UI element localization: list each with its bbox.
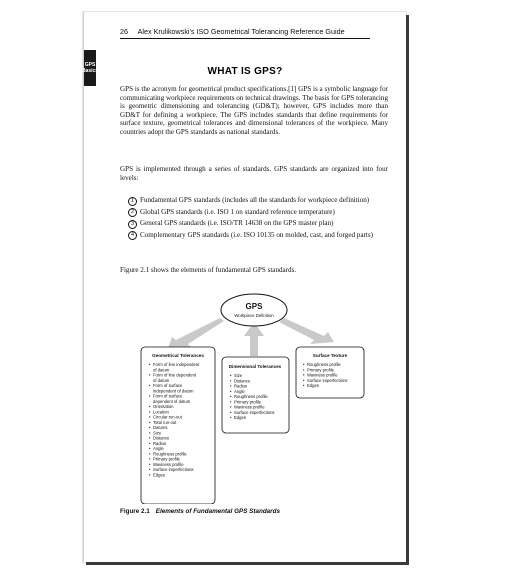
bullet-icon: • [149,456,151,462]
paragraph-levels: GPS is implemented through a series of standards. GPS standards are organized into four levels: [120,165,388,182]
bullet-icon: • [230,383,232,389]
bullet-icon: • [149,430,151,436]
bullet-icon: • [230,409,232,415]
bullet-icon: • [230,415,232,420]
geometrical-item: Location [153,409,169,415]
geometrical-item: Form of surface [153,393,183,399]
geometrical-item: Form of line dependent [153,372,197,378]
arrow-to-dimensional [244,322,264,356]
dimensional-item: Edges [234,415,246,420]
level-number: 1 [128,197,137,206]
level-text: Complementary GPS standards (i.e. ISO 10135 on molded, cast, and forged parts) [140,230,373,239]
bullet-icon: • [149,461,151,467]
side-tab [81,50,99,86]
level-number: 4 [128,231,137,240]
geometrical-item: Radius [153,440,167,446]
gps-subtitle: Workpiece Definition [234,313,274,318]
bullet-icon: • [149,414,151,420]
running-title: Alex Krulikowski's ISO Geometrical Tolerancing Reference Guide [137,27,345,36]
geometrical-item: of datum [153,377,170,383]
bullet-icon: • [149,372,151,378]
bullet-icon: • [149,419,151,425]
bullet-icon: • [149,383,151,388]
geometrical-item: Form of surface [153,383,183,388]
bullet-icon: • [230,373,232,378]
level-text: General GPS standards (i.e. ISO/TR 14638 on the GPS master plan) [140,219,334,227]
dimensional-item: Distance [234,378,251,384]
levels-list [128,196,388,242]
page-number: 26 [120,27,128,36]
bullet-icon: • [230,378,232,384]
bullet-icon: • [149,467,151,472]
surface-item: Edges [307,383,319,388]
book-page [83,12,406,562]
gps-diagram [124,292,374,504]
side-tab-line1: GPS [84,62,96,68]
geometrical-item: of datum [153,367,170,373]
bullet-icon: • [303,377,305,383]
geometrical-item: dependent of datum [153,398,191,404]
bullet-icon: • [303,372,305,378]
bullet-icon: • [149,393,151,399]
bullet-icon: • [149,446,151,451]
caption-text: Elements of Fundamental GPS Standards [155,508,280,515]
surface-title: Surface Texture [312,353,348,358]
geometrical-item: Datums [153,425,168,430]
surface-item: Primary profile [307,367,334,373]
surface-item: Surface imperfections [307,377,348,383]
level-text: Fundamental GPS standards (includes all the standards for workpiece definition) [140,196,370,204]
caption-label: Figure 2.1 [120,508,150,515]
list-item [128,208,388,218]
geometrical-item: Angle [153,446,164,451]
geometrical-item: Edges [153,472,165,478]
geometrical-item: Distance [153,435,170,441]
dimensional-item: Roughness profile [234,394,268,399]
geometrical-item: Orientation [153,404,174,409]
surface-item: Waviness profile [307,372,338,378]
geometrical-item: independent of datum [153,388,194,394]
bullet-icon: • [230,388,232,394]
dimensional-item: Angle [234,388,245,394]
dimensional-title: Dimensional Tolerances [228,364,282,369]
level-text: Global GPS standards (i.e. ISO 1 on standard reference temperature) [140,207,335,216]
bullet-icon: • [149,472,151,478]
level-number: 2 [128,208,137,217]
level-number: 3 [128,220,137,229]
figure-caption [120,508,280,515]
dimensional-item: Surface imperfections [234,409,275,415]
bullet-icon: • [303,362,305,367]
geometrical-item: Waviness profile [153,461,184,467]
surface-item: Roughness profile [307,362,341,367]
bullet-icon: • [149,425,151,430]
paragraph-intro: GPS is the acronym for geometrical product specifications.[1] GPS is a symbolic language for communicating workpiece requirements on technical drawings. The basis for GPS tolerancing is geometric dimensioning and tolerancing (GD&T); however, GPS includes more than GD&T for defining a workpiece. The GPS includes standards that define requirements for surface texture, geometrical tolerances and dimensional tolerances of the workpiece. Many countries adopt the GPS standards as national standards. [120,85,388,136]
running-header [120,27,370,39]
list-item [128,231,388,241]
bullet-icon: • [149,404,151,409]
list-item [128,219,388,229]
dimensional-item: Radius [234,383,248,389]
bullet-icon: • [303,367,305,373]
bullet-icon: • [230,394,232,399]
geometrical-item: Roughness profile [153,451,187,457]
bullet-icon: • [149,409,151,415]
geometrical-item: Form of line independent [153,362,200,367]
geometrical-title: Geometrical Tolerances [152,353,204,358]
dimensional-item: Waviness profile [234,404,265,410]
bullet-icon: • [149,440,151,446]
gps-figure [124,292,374,509]
arrow-to-geometrical [168,318,224,348]
bullet-icon: • [303,383,305,388]
geometrical-item: Circular run-out [153,414,182,420]
section-title: WHAT IS GPS? [207,66,283,77]
geometrical-item: Size [153,430,162,436]
paragraph-figure-ref: Figure 2.1 shows the elements of fundamental GPS standards. [120,266,297,274]
bullet-icon: • [149,435,151,441]
bullet-icon: • [230,399,232,405]
dimensional-item: Primary profile [234,399,261,405]
list-item [128,196,388,206]
bullet-icon: • [230,404,232,410]
geometrical-item: Primary profile [153,456,180,462]
geometrical-item: Surface imperfections [153,467,194,472]
geometrical-item: Total run-out [153,419,177,425]
arrow-to-surface [279,318,334,344]
gps-title: GPS [245,302,263,311]
side-tab-line2: Basics [81,68,99,74]
bullet-icon: • [149,362,151,367]
dimensional-item: Size [234,373,243,378]
bullet-icon: • [149,451,151,457]
